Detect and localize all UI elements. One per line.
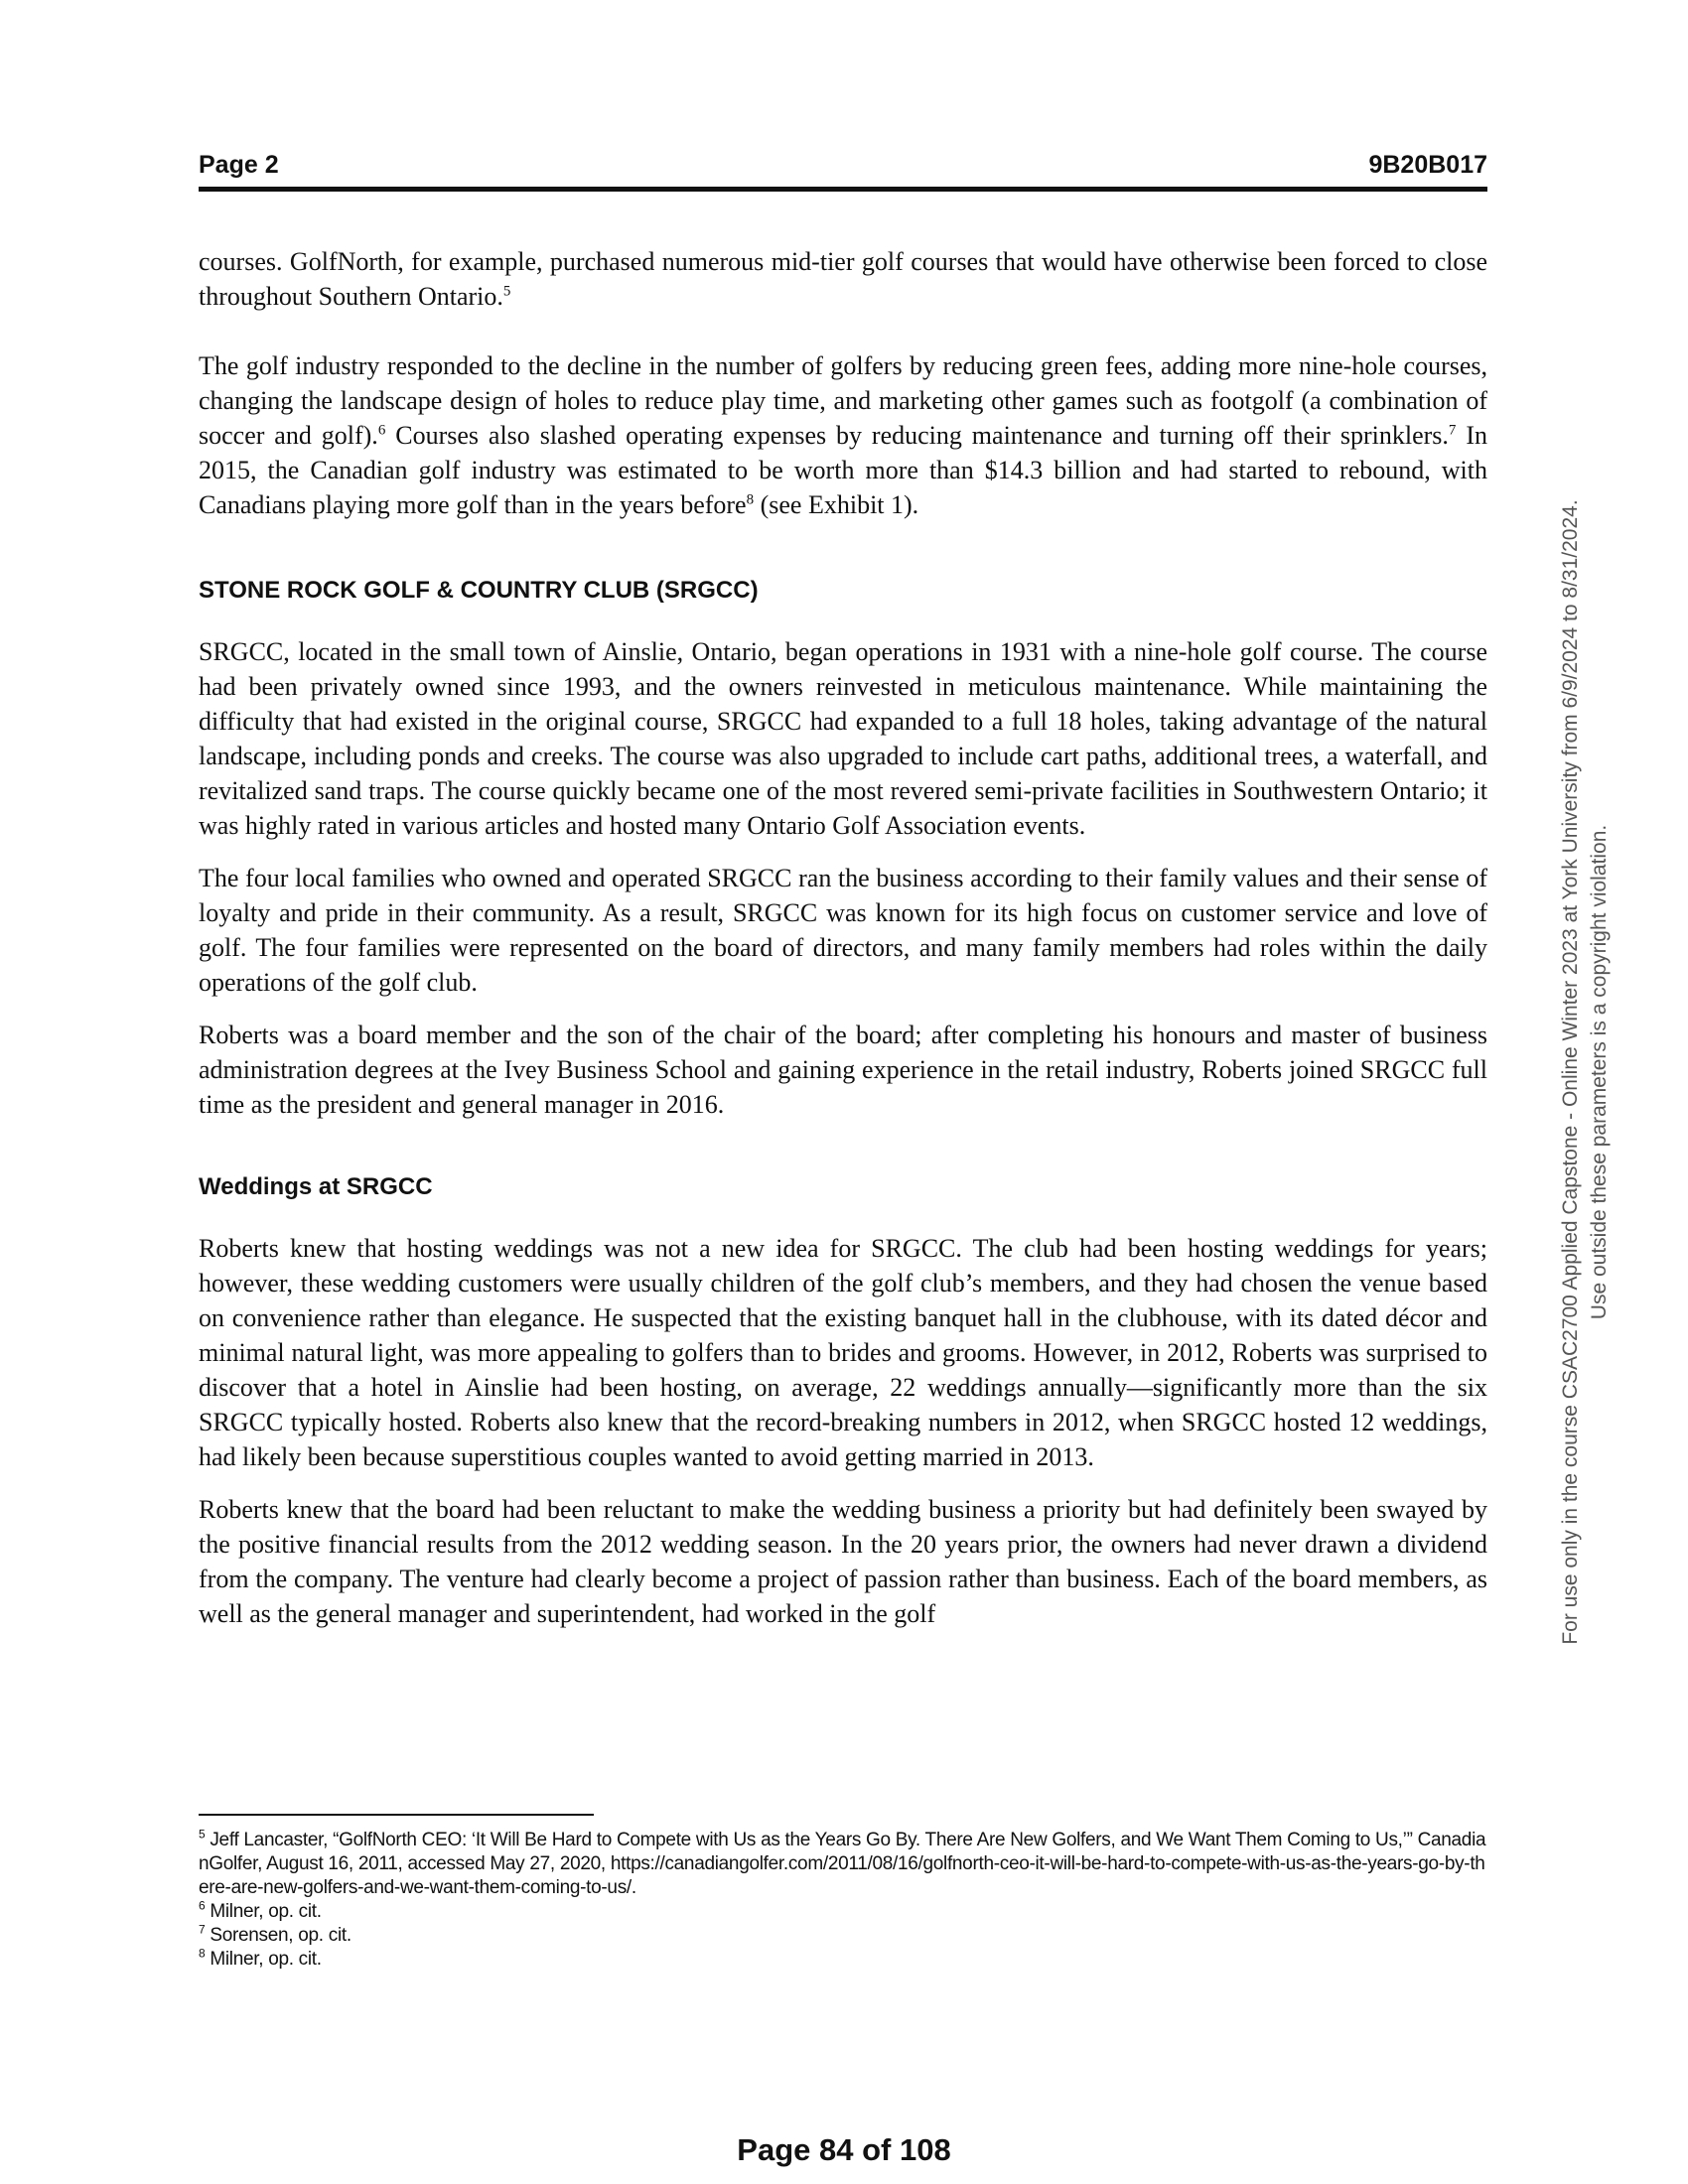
paragraph-5: Roberts was a board member and the son of the chair of the board; after completing his honours and master of business administration degrees at the Ivey Business School and gaining experience in the retail industry, Roberts joined SRGCC full time as the president and general manager in 2016. <box>199 1021 1487 1119</box>
copyright-notice-line-1: For use only in the course CSAC2700 Applied Capstone - Online Winter 2023 at York University from 6/9/2024 to 8/31/2024. <box>1559 499 1582 1645</box>
copyright-notice <box>1556 328 1665 1817</box>
case-code: 9B20B017 <box>1368 151 1487 179</box>
footnote-6: $^6$ Milner, op. cit. <box>199 1898 322 1922</box>
footnote-divider <box>199 1814 594 1816</box>
page-body <box>199 244 1487 1631</box>
paragraph-7: Roberts knew that the board had been reluctant to make the wedding business a priority but had definitely been swayed by the positive financial results from the 2012 wedding season. In the 20 years prior, the owners had never drawn a dividend from the company. The venture had clearly become a project of passion rather than business. Each of the board members, as well as the general manager and superintendent, had worked in the golf <box>199 1495 1487 1628</box>
page-label: Page 2 <box>199 151 279 179</box>
footnote-ref-5: 5 <box>502 283 511 300</box>
paragraph-3: SRGCC, located in the small town of Ainslie, Ontario, began operations in 1931 with a nine-hole golf course. The course had been privately owned since 1993, and the owners reinvested in meticulous maintenance. While maintaining the difficulty that had existed in the original course, SRGCC had expanded to a full 18 holes, taking advantage of the natural landscape, including ponds and creeks. The course was also upgraded to include cart paths, additional trees, a waterfall, and revitalized sand traps. The course quickly became one of the most revered semi-private facilities in Southwestern Ontario; it was highly rated in various articles and hosted many Ontario Golf Association events. <box>199 637 1487 840</box>
section-heading: STONE ROCK GOLF & COUNTRY CLUB (SRGCC) <box>199 577 759 604</box>
footnote-ref-6: 6 <box>377 422 386 439</box>
paragraph-6: Roberts knew that hosting weddings was not a new idea for SRGCC. The club had been hosting weddings for years; however, these wedding customers were usually children of the golf club’s members, and they had chosen the venue based on convenience rather than elegance. He suspected that the existing banquet hall in the clubhouse, with its dated décor and minimal natural light, was more appealing to golfers than to brides and grooms. However, in 2012, Roberts was surprised to discover that a hotel in Ainslie had been hosting, on average, 22 weddings annually—significantly more than the six SRGCC typically hosted. Roberts also knew that the record-breaking numbers in 2012, when SRGCC hosted 12 weddings, had likely been because superstitious couples wanted to avoid getting married in 2013. <box>199 1234 1487 1471</box>
footnote-ref-8: 8 <box>746 491 755 508</box>
footnote-8: $^8$ Milner, op. cit. <box>199 1946 322 1970</box>
subsection-heading: Weddings at SRGCC <box>199 1173 433 1200</box>
footnote-ref-7: 7 <box>1448 422 1457 439</box>
paragraph-2: The golf industry responded to the decline in the number of golfers by reducing green fees, adding more nine-hole courses, changing the landscape design of holes to reduce play time, and marketing other games such as footgolf (a combination of soccer and golf).$^6$ Courses also slashed operating expenses by reducing maintenance and turning off their sprinklers.$^7$ In 2015, the Canadian golf industry was estimated to be worth more than $14.3 billion and had started to rebound, with Canadians playing more golf than in the years before$^8$ (see Exhibit 1). <box>199 351 1487 519</box>
copyright-notice-line-2: Use outside these parameters is a copyright violation. <box>1588 824 1611 1320</box>
page-count: Page 84 of 108 <box>737 2132 951 2167</box>
footnote-5: $^5$ Jeff Lancaster, “GolfNorth CEO: ‘It Will Be Hard to Compete with Us as the Years Go By. There Are New Golfers, and We Want Them Coming to Us,’” CanadianGolfer, August 16, 2011, accessed May 27, 2020, https://canadiangolfer.com/2011/08/16/golfnorth-ceo-it-will-be-hard-to-compete-with-us-as-the-years-go-by-there-are-new-golfers-and-we-want-them-coming-to-us/. <box>199 1827 1486 1898</box>
page-header <box>199 149 1487 192</box>
paragraph-4: The four local families who owned and operated SRGCC ran the business according to their family values and their sense of loyalty and pride in their community. As a result, SRGCC was known for its high focus on customer service and love of golf. The four families were represented on the board of directors, and many family members had roles within the daily operations of the golf club. <box>199 864 1487 997</box>
paragraph-1: courses. GolfNorth, for example, purchased numerous mid-tier golf courses that would have otherwise been forced to close throughout Southern Ontario.$^5$ <box>199 247 1487 311</box>
footnotes <box>199 1829 1487 1972</box>
footnote-7: $^7$ Sorensen, op. cit. <box>199 1922 352 1946</box>
